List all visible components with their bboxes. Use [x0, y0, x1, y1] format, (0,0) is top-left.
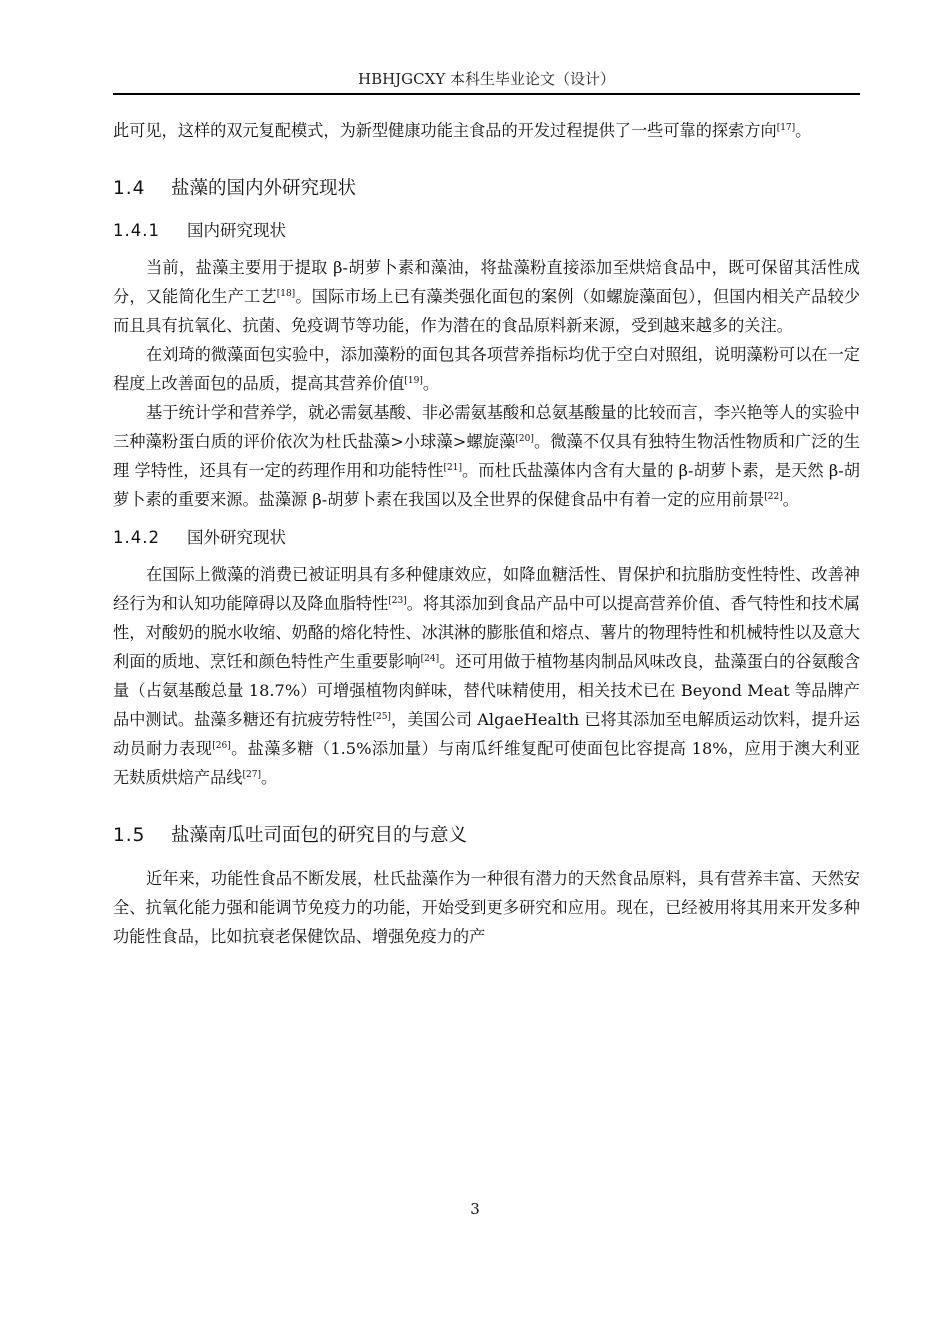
section-heading-1-4: 1.4 盐藻的国内外研究现状	[113, 178, 357, 199]
citation: [17]	[776, 123, 796, 133]
running-header: HBHJGCXY 本科生毕业论文（设计）	[357, 70, 615, 88]
citation: [23]	[388, 596, 407, 606]
page-number: 3	[470, 1200, 480, 1218]
section-heading-1-5: 1.5 盐藻南瓜吐司面包的研究目的与意义	[113, 825, 468, 846]
paragraph-foreign: 在国际上微藻的消费已被证明具有多种健康效应，如降血糖活性、胃保护和抗脂肪变性特性、改善神经行为和认知功能障碍以及降血脂特性[23]。将其添加到食品产品中可以提高营养价值、香气特性和技术属性，对酸奶的脱水收缩、奶酪的熔化特性、冰淇淋的膨胀值和熔点、薯片的物理特性和机械特性以及意大利面的质地、烹饪和颜色特性产生重要影响[24]。还可用做于植物基肉制品风味改良，盐藻蛋白的谷氨酸含量（占氨基酸总量 18.7%）可增强植物肉鲜味，替代味精使用，相关技术已在 Beyond Meat 等品牌产品中测试。盐藻多糖还有抗疲劳特性[25]，美国公司 AlgaeHealth 已将其添加至电解质运动饮料，提升运动员耐力表现[26]。盐藻多糖（1.5%添加量）与南瓜纤维复配可使面包比容提高 18%，应用于澳大利亚无麸质烘焙产品线[27]。	[113, 565, 861, 787]
paragraph-purpose: 近年来，功能性食品不断发展，杜氏盐藻作为一种很有潜力的天然食品原料，具有营养丰富、天然安全、抗氧化能力强和能调节免疫力的功能，开始受到更多研究和应用。现在，已经被用将其用来开发多种功能性食品，比如抗衰老保健饮品、增强免疫力的产	[113, 869, 860, 946]
citation: [21]	[443, 463, 462, 473]
subsection-heading-1-4-1: 1.4.1 国内研究现状	[113, 221, 286, 240]
citation: [18]	[276, 289, 296, 299]
citation: [24]	[420, 654, 440, 664]
citation: [25]	[372, 712, 391, 722]
header-rule	[113, 93, 860, 95]
paragraph-domestic-2: 在刘琦的微藻面包实验中，添加藻粉的面包其各项营养指标均优于空白对照组，说明藻粉可以在一定程度上改善面包的品质，提高其营养价值[19]。	[113, 345, 860, 393]
intro-paragraph: 此可见，这样的双元复配模式，为新型健康功能主食品的开发过程提供了一些可靠的探索方向[17]。	[113, 121, 812, 140]
subsection-heading-1-4-2: 1.4.2 国外研究现状	[113, 528, 286, 547]
page-content	[113, 116, 860, 951]
citation: [27]	[242, 770, 261, 780]
citation: [22]	[764, 492, 783, 502]
citation: [26]	[212, 741, 231, 751]
citation: [19]	[404, 376, 423, 386]
paragraph-domestic-3: 基于统计学和营养学，就必需氨基酸、非必需氨基酸和总氨基酸量的比较而言，李兴艳等人的实验中三种藻粉蛋白质的评价依次为杜氏盐藻>小球藻>螺旋藻[20]。微藻不仅具有独特生物活性物质和广泛的生理 学特性，还具有一定的药理作用和功能特性[21]。而杜氏盐藻体内含有大量的 β-胡萝卜素，是天然 β-胡萝卜素的重要来源。盐藻源 β-胡萝卜素在我国以及全世界的保健食品中有着一定的应用前景[22]。	[113, 403, 861, 509]
paragraph-domestic-1: 当前，盐藻主要用于提取 β-胡萝卜素和藻油，将盐藻粉直接添加至烘焙食品中，既可保留其活性成分，又能简化生产工艺[18]。国际市场上已有藻类强化面包的案例（如螺旋藻面包），但国内相关产品较少而且具有抗氧化、抗菌、免疫调节等功能，作为潜在的食品原料新来源，受到越来越多的关注。	[113, 258, 861, 335]
citation: [20]	[515, 434, 534, 444]
